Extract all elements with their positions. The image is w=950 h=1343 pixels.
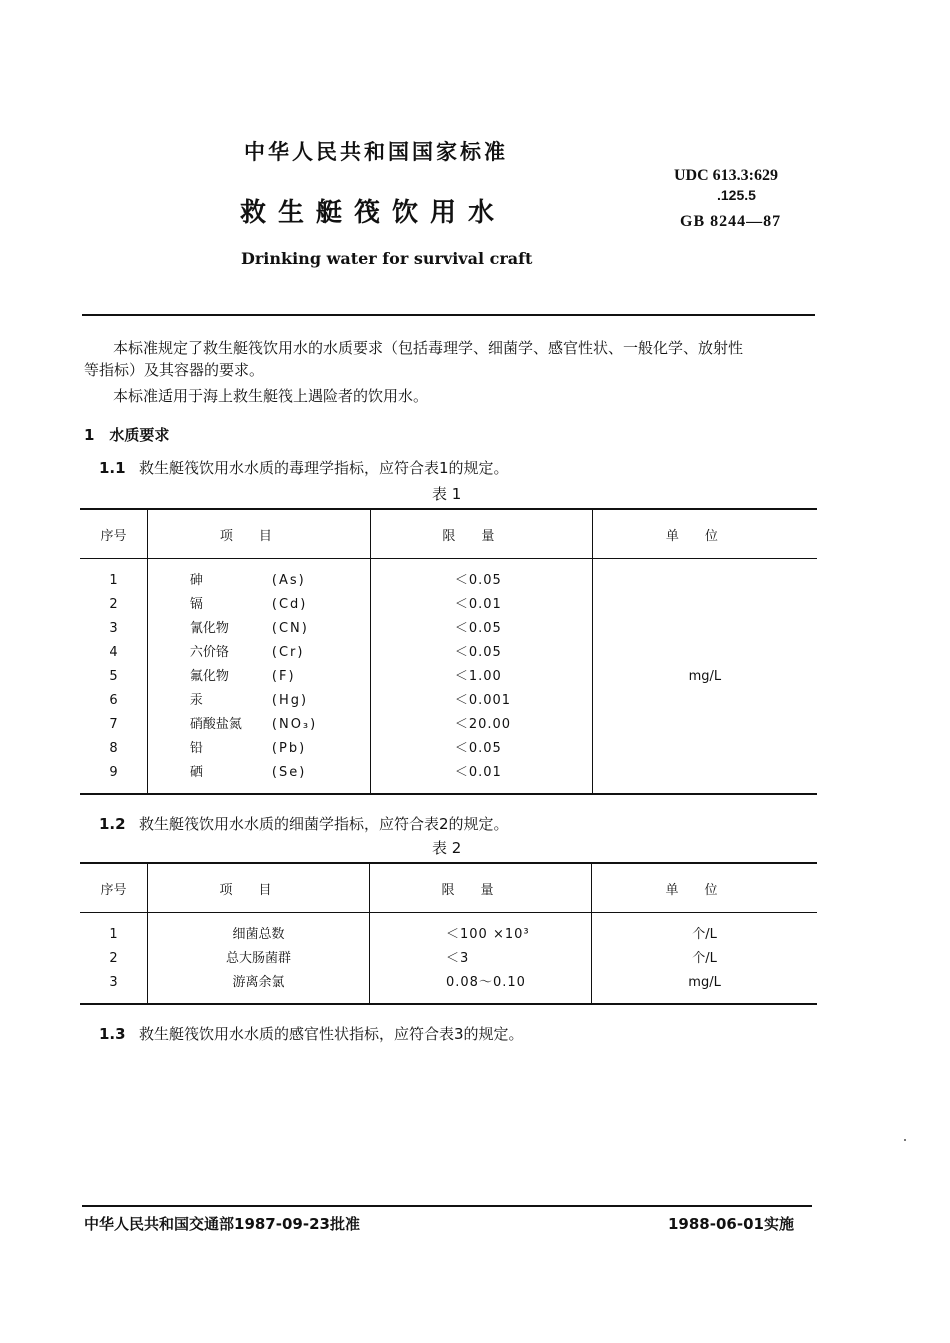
table-cell: 细菌总数 (232, 927, 285, 942)
table-cell: (NO₃) (271, 717, 318, 732)
gb-standard-number: GB 8244—87 (680, 213, 782, 230)
section-heading: 1 水质要求 (84, 426, 170, 444)
document-title-english: Drinking water for survival craft (241, 249, 533, 268)
udc-code-continuation: .125.5 (717, 187, 756, 203)
table-cell: (Pb) (271, 741, 307, 756)
table-cell: ＜0.05 (454, 621, 502, 636)
intro-paragraph-1: 本标准规定了救生艇筏饮用水的水质要求（包括毒理学、细菌学、感官性状、一般化学、放射性 (113, 339, 744, 357)
table-cell: ＜0.01 (454, 765, 502, 780)
table-cell: 总大肠菌群 (226, 951, 292, 966)
clause-1-3 (99, 1023, 524, 1044)
table-cell: 2 (109, 951, 118, 966)
table-cell: 硒 (189, 765, 203, 780)
table-cell: (CN) (271, 621, 309, 636)
intro-paragraph-2: 本标准适用于海上救生艇筏上遇险者的饮用水。 (113, 387, 429, 405)
table-cell: 个/L (692, 927, 717, 942)
table-cell: mg/L (592, 559, 817, 795)
limit-column (370, 559, 592, 795)
table-cell: (F) (271, 669, 296, 684)
clause-text: 救生艇筏饮用水水质的细菌学指标，应符合表2的规定。 (139, 815, 509, 833)
table-cell: 8 (109, 741, 118, 756)
clause-text: 救生艇筏饮用水水质的感官性状指标，应符合表3的规定。 (139, 1025, 524, 1043)
scan-speck (904, 1139, 906, 1141)
table-header: 单位 (592, 509, 817, 559)
table-2-caption: 表 2 (432, 839, 462, 857)
udc-code: UDC 613.3:629 (674, 167, 778, 184)
clause-number: 1.2 (99, 815, 126, 833)
table-header: 限量 (370, 863, 592, 913)
table-cell: ＜0.05 (454, 645, 502, 660)
table-cell: ＜0.001 (454, 693, 512, 708)
table-cell: (Cd) (271, 597, 308, 612)
table-1-caption: 表 1 (432, 485, 462, 503)
table-cell: 氰化物 (189, 621, 229, 636)
table-cell: 镉 (189, 597, 203, 612)
row-number-column (80, 559, 147, 795)
table-header: 项目 (147, 509, 370, 559)
table-cell: 7 (109, 717, 118, 732)
table-cell: 个/L (692, 951, 717, 966)
clause-1-2 (99, 813, 509, 834)
table-header: 限量 (370, 509, 592, 559)
item-column (147, 559, 370, 795)
table-cell: 砷 (189, 573, 203, 588)
table-cell: (As) (271, 573, 306, 588)
table-cell: (Cr) (271, 645, 305, 660)
table-cell: 2 (109, 597, 118, 612)
clause-number: 1.1 (99, 459, 126, 477)
table-header: 序号 (80, 863, 148, 913)
table-cell: 汞 (189, 693, 203, 708)
table-cell: 9 (109, 765, 118, 780)
table-cell: 硝酸盐氮 (189, 717, 242, 732)
table-2 (80, 862, 817, 1005)
footer-divider (82, 1205, 812, 1207)
table-cell: (Hg) (271, 693, 309, 708)
table-cell: ＜20.00 (454, 717, 512, 732)
table-header: 项目 (148, 863, 370, 913)
limit-column (370, 913, 592, 1005)
issuing-authority: 中华人民共和国国家标准 (244, 140, 508, 164)
table-cell: 3 (109, 975, 118, 990)
table-cell: 六价铬 (189, 645, 229, 660)
table-cell: 6 (109, 693, 118, 708)
approval-line: 中华人民共和国交通部1987-09-23批准 (84, 1215, 360, 1233)
table-header: 单位 (592, 863, 817, 913)
clause-1-1 (99, 457, 509, 478)
table-header: 序号 (80, 509, 147, 559)
intro-paragraph-1-cont: 等指标）及其容器的要求。 (84, 361, 265, 379)
clause-text: 救生艇筏饮用水水质的毒理学指标，应符合表1的规定。 (139, 459, 509, 477)
table-1 (80, 508, 817, 795)
table-cell: 游离余氯 (232, 975, 285, 990)
table-cell: mg/L (688, 975, 721, 990)
table-cell: 铅 (189, 741, 203, 756)
header-divider (82, 314, 815, 316)
table-cell: ＜0.05 (454, 741, 502, 756)
table-cell: 5 (109, 669, 118, 684)
table-cell: ＜100 ×10³ (446, 927, 530, 942)
table-cell: (Se) (271, 765, 307, 780)
table-cell: ＜0.05 (454, 573, 502, 588)
clause-number: 1.3 (99, 1025, 126, 1043)
table-cell: 4 (109, 645, 118, 660)
table-cell: 1 (109, 927, 118, 942)
table-cell: ＜0.01 (454, 597, 502, 612)
row-number-column (80, 913, 148, 1005)
table-cell: ＜3 (446, 951, 470, 966)
effective-date-line: 1988-06-01实施 (668, 1215, 794, 1233)
table-cell: 氟化物 (189, 669, 229, 684)
document-title: 救生艇筏饮用水 (240, 198, 507, 228)
table-cell: 0.08～0.10 (446, 975, 526, 990)
table-cell: ＜1.00 (454, 669, 502, 684)
unit-column (592, 913, 817, 1005)
table-cell: 1 (109, 573, 118, 588)
table-cell: 3 (109, 621, 118, 636)
item-column (148, 913, 370, 1005)
